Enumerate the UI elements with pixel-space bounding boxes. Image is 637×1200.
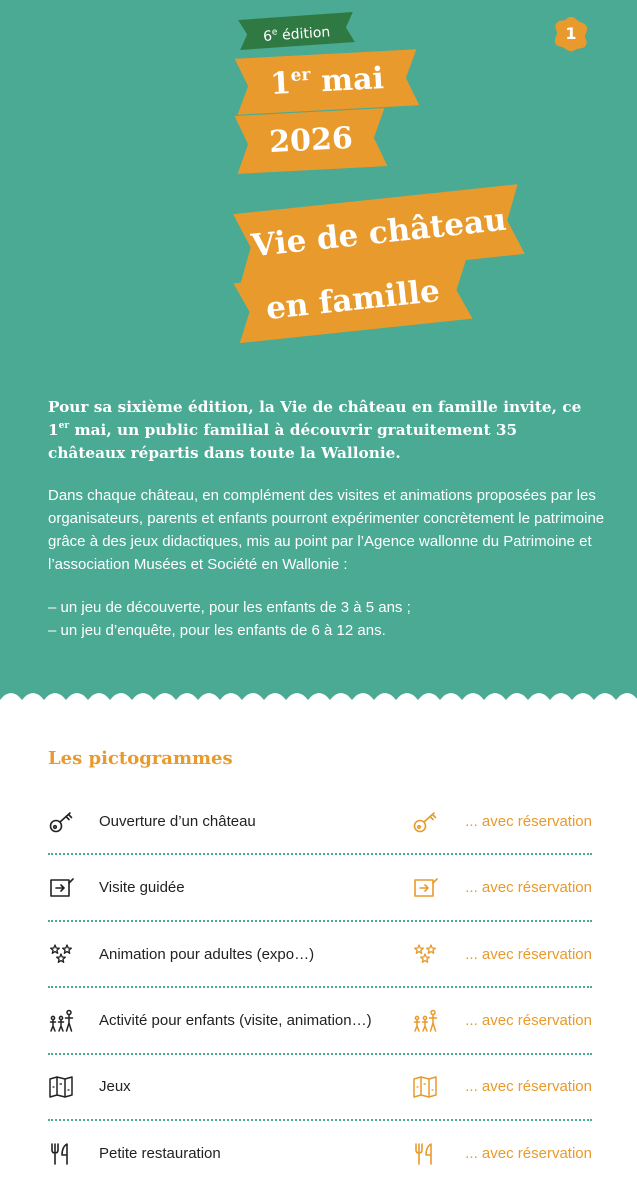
map-icon <box>412 1075 438 1099</box>
year-ribbon <box>234 106 387 176</box>
arrow-sign-icon <box>412 876 438 900</box>
date-ribbon <box>235 47 420 116</box>
family-icon <box>412 1009 438 1033</box>
family-icon <box>48 1009 74 1033</box>
reservation-label: ... avec réservation <box>465 1078 592 1095</box>
pictogram-label: Activité pour enfants (visite, animation…) <box>99 1012 372 1029</box>
date-sup: er <box>290 64 311 86</box>
edition-ribbon <box>238 8 355 54</box>
date-month: mai <box>320 61 385 100</box>
reservation-label: ... avec réservation <box>465 879 592 896</box>
pictogram-row-opening <box>48 802 592 842</box>
row-divider <box>48 1119 592 1121</box>
pictogram-label: Visite guidée <box>99 879 185 896</box>
stars-icon <box>48 943 74 967</box>
pictogram-row-games <box>48 1067 592 1107</box>
pictogram-label: Animation pour adultes (expo…) <box>99 946 315 963</box>
reservation-label: ... avec réservation <box>465 946 592 963</box>
reservation-label: ... avec réservation <box>465 1012 592 1029</box>
pictogram-row-restaurant <box>48 1134 592 1174</box>
pictogram-label: Jeux <box>99 1078 131 1095</box>
year: 2026 <box>268 120 354 161</box>
row-divider <box>48 853 592 855</box>
row-divider <box>48 920 592 922</box>
row-divider <box>48 986 592 988</box>
key-icon <box>48 810 74 834</box>
title-line1: Vie de château <box>249 201 509 265</box>
page-number-badge <box>552 15 590 53</box>
pictograms-title: Les pictogrammes <box>48 748 233 769</box>
intro-text-before: Pour sa sixième édition, la Vie de château en famille invite, ce 1 <box>48 398 582 439</box>
pictogram-label: Petite restauration <box>99 1145 221 1162</box>
edition-number: 6 <box>262 28 273 45</box>
edition-sup: e <box>271 27 278 38</box>
list-item: – un jeu de découverte, pour les enfants de 3 à 5 ans ; <box>48 599 411 616</box>
pictogram-row-children-activity <box>48 1001 592 1041</box>
reservation-label: ... avec réservation <box>465 1145 592 1162</box>
cutlery-icon <box>48 1142 74 1166</box>
intro-sup: er <box>58 421 70 431</box>
wave-divider <box>0 684 637 724</box>
reservation-label: ... avec réservation <box>465 813 592 830</box>
title-line2: en famille <box>264 272 442 328</box>
body-paragraph: Dans chaque château, en complément des visites et animations proposées par les organisateurs, parents et enfants pourront expérimenter concrètement le patrimoine grâce à des jeux didactiques, mis au point par l’Agence wallonne du Patrimoine et l’association Musées et Société en Wallonie : <box>48 487 605 573</box>
intro-paragraph <box>48 396 598 465</box>
pictogram-row-adult-animation <box>48 935 592 975</box>
stars-icon <box>412 943 438 967</box>
row-divider <box>48 1053 592 1055</box>
games-list <box>48 596 608 642</box>
pictogram-row-guided-visit <box>48 868 592 908</box>
arrow-sign-icon <box>48 876 74 900</box>
pictogram-label: Ouverture d’un château <box>99 813 256 830</box>
intro-text-after: mai, un public familial à découvrir gratuitement 35 châteaux répartis dans toute la Wallonie. <box>48 421 518 462</box>
key-icon <box>412 810 438 834</box>
cutlery-icon <box>412 1142 438 1166</box>
map-icon <box>48 1075 74 1099</box>
page-number: 1 <box>565 24 577 43</box>
list-item: – un jeu d’enquête, pour les enfants de 6 à 12 ans. <box>48 622 386 639</box>
edition-word: édition <box>281 24 331 44</box>
date-day: 1 <box>269 65 292 102</box>
